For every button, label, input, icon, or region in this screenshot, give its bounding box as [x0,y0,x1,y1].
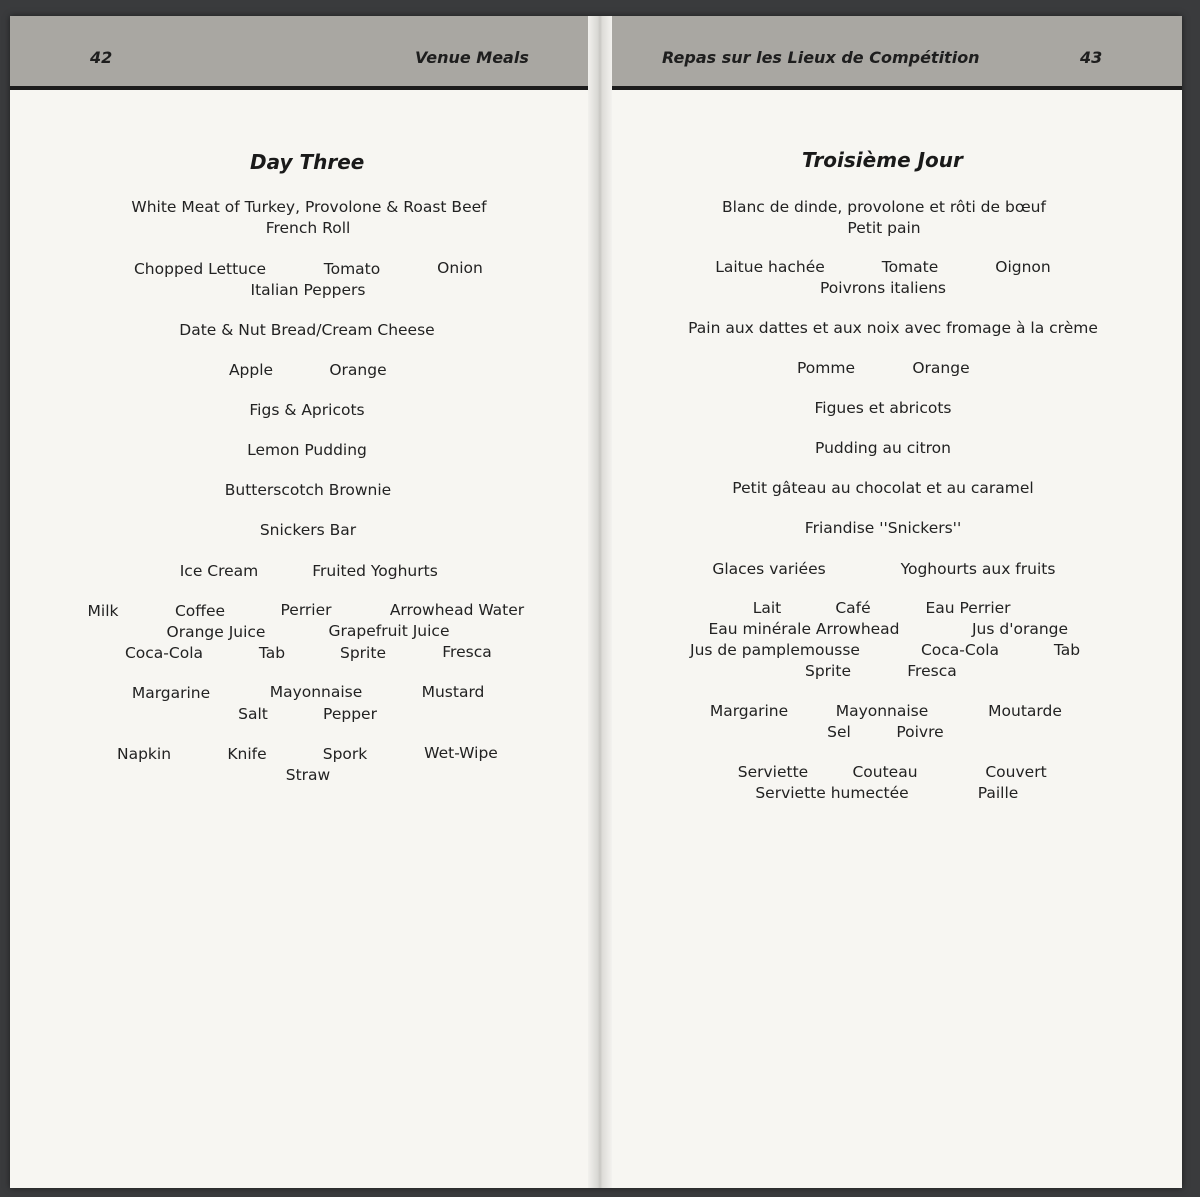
book-gutter [588,16,612,1188]
menu-item-grapefruit-fr: Jus de pamplemousse [690,641,860,659]
left-page [10,16,594,1188]
menu-item-milk: Milk [87,602,119,620]
menu-item-straw-fr: Paille [977,784,1019,802]
menu-item-mayonnaise-fr: Mayonnaise [835,702,929,720]
menu-item-straw: Straw [285,766,331,784]
menu-item-onion-fr: Oignon [995,258,1051,276]
menu-item-icecream: Ice Cream [179,562,259,580]
menu-item-orange-fr: Orange [912,359,970,377]
menu-item-apple-fr: Pomme [796,359,856,377]
menu-item-tab-fr: Tab [1053,641,1081,659]
menu-item-knife-fr: Couteau [852,763,918,781]
menu-item-bread-fr: Pain aux dattes et aux noix avec fromage à la crème [688,319,1098,337]
menu-item-fresca-fr: Fresca [907,662,957,680]
left-day-title: Day Three [250,150,365,174]
menu-item-apple: Apple [228,361,274,379]
right-page-header [598,16,1182,90]
menu-item-tomato: Tomato [323,260,381,278]
menu-item-wetwipe-fr: Serviette humectée [755,784,909,802]
menu-item-coffee-fr: Café [835,599,871,617]
menu-item-margarine: Margarine [131,684,211,702]
menu-item-pepper-fr: Poivre [896,723,944,741]
menu-item-spork-fr: Couvert [985,763,1047,781]
menu-item-pudding: Lemon Pudding [247,441,367,459]
menu-item-sprite-fr: Sprite [805,662,851,680]
menu-item-knife: Knife [227,745,267,763]
menu-item-sprite: Sprite [340,644,386,662]
menu-item-sandwich: White Meat of Turkey, Provolone & Roast Beef [131,198,487,216]
menu-item-orange: Orange [329,361,387,379]
menu-item-wetwipe: Wet-Wipe [424,744,498,762]
menu-item-sandwich-fr: Blanc de dinde, provolone et rôti de bœuf [722,198,1046,216]
menu-item-arrowhead: Arrowhead Water [389,601,525,619]
menu-item-tab: Tab [258,644,286,662]
menu-item-peppers-fr: Poivrons italiens [819,279,947,297]
menu-item-fresca: Fresca [442,643,492,661]
menu-item-brownie: Butterscotch Brownie [224,481,392,499]
menu-item-figs-fr: Figues et abricots [814,399,952,417]
menu-item-coke: Coca-Cola [124,644,204,662]
menu-item-perrier-fr: Eau Perrier [925,599,1011,617]
menu-item-snickers: Snickers Bar [259,521,357,539]
menu-item-mustard-fr: Moutarde [988,702,1062,720]
right-page [598,16,1182,1188]
menu-item-coffee: Coffee [174,602,226,620]
menu-item-mayonnaise: Mayonnaise [269,683,363,701]
booklet-spread [10,16,1182,1188]
menu-item-brownie-fr: Petit gâteau au chocolat et au caramel [732,479,1034,497]
menu-item-oj-fr: Jus d'orange [971,620,1069,638]
menu-item-salt-fr: Sel [827,723,851,741]
right-header-title: Repas sur les Lieux de Compétition [662,48,980,67]
menu-item-salt: Salt [238,705,268,723]
menu-item-mustard: Mustard [421,683,485,701]
menu-item-grapefruit: Grapefruit Juice [328,622,450,640]
menu-item-pepper: Pepper [323,705,377,723]
right-day-title: Troisième Jour [802,148,963,172]
menu-item-bread: Date & Nut Bread/Cream Cheese [179,321,435,339]
left-page-number: 42 [90,48,113,67]
menu-item-arrowhead-fr: Eau minérale Arrowhead [708,620,900,638]
menu-item-milk-fr: Lait [752,599,782,617]
menu-item-spork: Spork [322,745,368,763]
menu-item-lettuce-fr: Laitue hachée [715,258,825,276]
left-page-header [10,16,594,90]
menu-item-oj: Orange Juice [166,623,266,641]
menu-item-snickers-fr: Friandise ''Snickers'' [804,519,962,537]
menu-item-napkin: Napkin [116,745,172,763]
menu-item-tomato-fr: Tomate [881,258,939,276]
menu-item-margarine-fr: Margarine [709,702,789,720]
left-header-title: Venue Meals [415,48,529,67]
menu-item-figs: Figs & Apricots [249,401,365,419]
menu-item-icecream-fr: Glaces variées [712,560,826,578]
menu-item-roll: French Roll [265,219,351,237]
right-page-number: 43 [1080,48,1103,67]
menu-item-peppers: Italian Peppers [250,281,366,299]
menu-item-napkin-fr: Serviette [737,763,809,781]
menu-item-yoghurts: Fruited Yoghurts [312,562,438,580]
menu-item-lettuce: Chopped Lettuce [133,260,267,278]
menu-item-onion: Onion [437,259,483,277]
menu-item-yoghurts-fr: Yoghourts aux fruits [900,560,1056,578]
menu-item-coke-fr: Coca-Cola [920,641,1000,659]
menu-item-pudding-fr: Pudding au citron [815,439,951,457]
menu-item-roll-fr: Petit pain [847,219,921,237]
menu-item-perrier: Perrier [280,601,332,619]
